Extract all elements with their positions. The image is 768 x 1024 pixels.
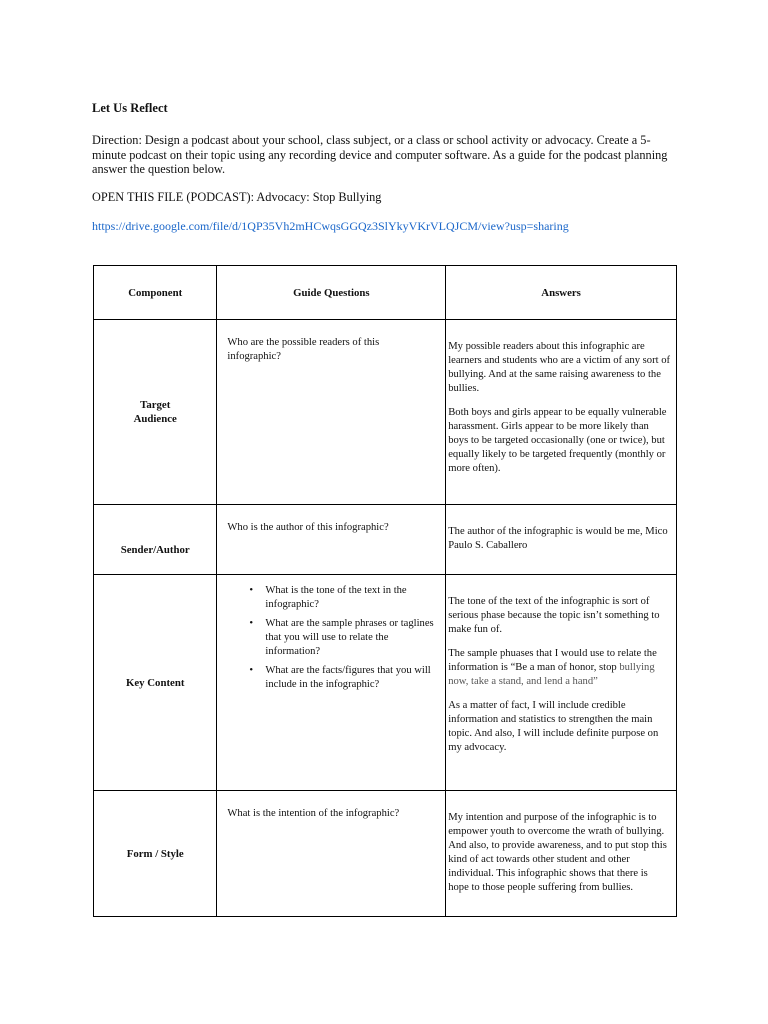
guide-question: What is the intention of the infographic? [217,791,446,917]
answer-paragraph: My possible readers about this infographic are learners and students who are a victim of any sort of bullying. And at the same raising awareness to the bullies. [448,341,671,394]
answer-paragraph: The tone of the text of the infographic is sort of serious phase because the topic isn’t something to make fun of. [448,596,660,635]
answer-text: The sample phuases that I would use to relate the information is “Be a man of honor, stop [448,648,657,673]
component-label: Audience [133,413,177,425]
answer-cell [446,575,677,791]
bullet-item: • What are the sample phrases or taglines that you will use to relate the information? [265,617,435,659]
planning-table [93,265,677,917]
component-label: Target [140,399,171,411]
header-answers: Answers [446,266,677,320]
bullet-item: • What is the tone of the text in the infographic? [265,584,435,612]
direction-text: Direction: Design a podcast about your school, class subject, or a class or school activity or advocacy. Create a 5-minute podcast on their topic using any recording device and computer software. As a guide for the podcast planning answer the question below. [92,133,668,176]
bullet-list [227,584,435,692]
answer-paragraph: The author of the infographic is would be me, Mico Paulo S. Caballero [448,526,668,551]
answer-paragraph [448,647,670,689]
header-guide-questions: Guide Questions [217,266,446,320]
table-header-row [94,266,677,320]
header-component: Component [94,266,217,320]
answer-paragraph: As a matter of fact, I will include credible information and statistics to strengthen the main topic. And also, I will include definite purpose on my advocacy. [448,700,659,753]
component-form-style: Form / Style [94,791,217,917]
podcast-drive-link[interactable]: https://drive.google.com/file/d/1QP35Vh2mHCwqsGGQz3SlYkyVKrVLQJCM/view?usp=sharing [92,219,569,233]
component-key-content: Key Content [94,575,217,791]
open-file-instruction: OPEN THIS FILE (PODCAST): Advocacy: Stop Bullying [92,190,382,204]
table-row [94,791,677,917]
tagline-text: bullying now, take a stand, and lend a hand” [448,662,655,687]
guide-question: Who are the possible readers of this infographic? [217,320,446,505]
guide-question: Who is the author of this infographic? [217,505,446,575]
answer-paragraph: Both boys and girls appear to be equally vulnerable harassment. Girls appear to be more likely than boys to be targeted occasionally (one or twice), but equally likely to be targeted frequently (monthly or more often). [448,407,667,474]
answer-cell [446,505,677,575]
component-target-audience [94,320,217,505]
bullet-item: • What are the facts/figures that you will include in the infographic? [265,664,435,692]
answer-paragraph: My intention and purpose of the infographic is to empower youth to overcome the wrath of bullying. And also, to provide awareness, and to put stop this kind of act towards other student and other individual. This infographic shows that there is hope to those people suffering from bullies. [448,812,667,893]
guide-questions-list [217,575,446,791]
table-row [94,320,677,505]
table-row [94,505,677,575]
section-heading: Let Us Reflect [92,101,168,115]
answer-cell [446,320,677,505]
component-sender-author: Sender/Author [94,505,217,575]
table-row [94,575,677,791]
answer-cell [446,791,677,917]
